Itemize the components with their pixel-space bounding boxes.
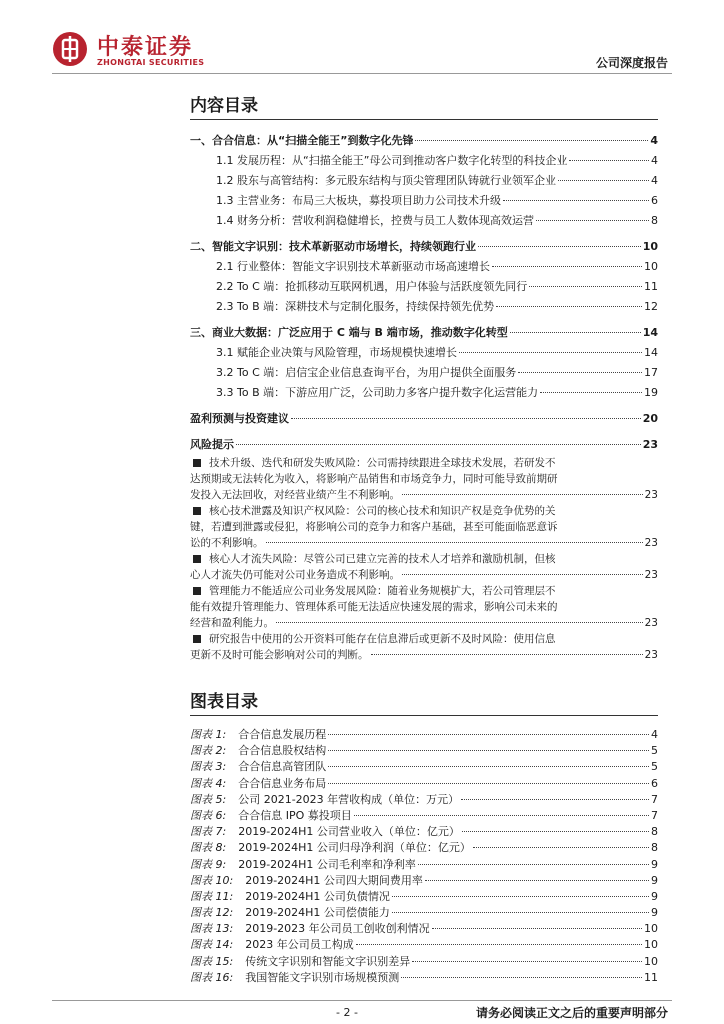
figure-link[interactable]: [190, 873, 658, 889]
toc-leader-dots: [425, 880, 649, 881]
figure-link[interactable]: [190, 921, 658, 937]
toc-page-number: 9: [651, 906, 658, 920]
risk-text: 能有效提升管理能力、管理体系可能无法适应快速发展的需求，影响公司未来的: [190, 601, 558, 613]
risk-last-line: [190, 567, 658, 583]
risk-last-line: [190, 487, 658, 503]
figure-link[interactable]: [190, 759, 658, 775]
toc-leader-dots: [536, 220, 649, 221]
toc-section-link[interactable]: [190, 297, 658, 317]
toc-page-number: 10: [642, 240, 658, 253]
toc-entry-text: 3.3 To B 端：下游应用广泛，公司助力多客户提升数字化运营能力: [216, 386, 539, 399]
figure-label: 图表 1:: [190, 728, 227, 741]
logo-text: 中泰证券: [97, 35, 194, 60]
figure-label: 图表 15:: [190, 954, 234, 968]
toc-page-number: 4: [651, 728, 658, 741]
figures-title-rule: [190, 715, 658, 716]
toc-page-number: 14: [642, 326, 658, 339]
figure-link[interactable]: [190, 970, 658, 986]
figures-title: 图表目录: [190, 692, 258, 712]
risk-item[interactable]: [190, 551, 658, 583]
square-bullet-icon: [193, 459, 201, 467]
risk-text-line: [190, 455, 658, 471]
toc-entry-text: 一、合合信息：从“扫描全能王”到数字化先锋: [190, 134, 414, 147]
disclaimer-note: 请务必阅读正文之后的重要声明部分: [475, 1006, 668, 1020]
risk-item[interactable]: [190, 583, 658, 631]
figure-link[interactable]: [190, 808, 658, 824]
figure-link[interactable]: [190, 905, 658, 921]
figure-label: 图表 16:: [190, 970, 234, 984]
toc-leader-dots: [236, 444, 641, 445]
toc-leader-dots: [328, 766, 649, 767]
toc-leader-dots: [328, 750, 649, 751]
figure-title: 传统文字识别和智能文字识别差异: [245, 954, 411, 968]
toc-leader-dots: [371, 654, 643, 655]
toc-section-link[interactable]: [190, 191, 658, 211]
risk-text-line: [190, 551, 658, 567]
page-header: [0, 0, 724, 80]
risk-text: 讼的不利影响。: [190, 537, 264, 549]
figure-link[interactable]: [190, 954, 658, 970]
toc-chapter-link[interactable]: [190, 409, 658, 429]
toc-leader-dots: [392, 912, 649, 913]
risk-item[interactable]: [190, 631, 658, 663]
toc-leader-dots: [510, 332, 641, 333]
toc-leader-dots: [459, 352, 642, 353]
toc-page-number: 7: [651, 808, 658, 822]
toc-leader-dots: [432, 928, 642, 929]
figure-label: 图表 6:: [190, 808, 227, 822]
risk-last-line: [190, 647, 658, 663]
toc-chapter-link[interactable]: [190, 323, 658, 343]
toc-page-number: 10: [644, 260, 658, 273]
risk-text: 核心人才流失风险：尽管公司已建立完善的技术人才培养和激励机制，但核: [209, 553, 556, 565]
toc-leader-dots: [503, 200, 649, 201]
risk-item[interactable]: [190, 503, 658, 551]
risk-text: 经营和盈利能力。: [190, 617, 274, 629]
toc-title-rule: [190, 119, 658, 120]
toc-entry-text: 1.1 发展历程：从“扫描全能王”母公司到推动客户数字化转型的科技企业: [216, 154, 568, 167]
figure-link[interactable]: [190, 937, 658, 953]
figure-link[interactable]: [190, 792, 658, 808]
toc-chapter-link[interactable]: [190, 435, 658, 455]
toc-page-number: 5: [651, 760, 658, 774]
toc-page-number: 11: [644, 970, 658, 984]
footer-divider: [52, 1000, 672, 1001]
toc-leader-dots: [518, 372, 642, 373]
risk-text: 核心技术泄露及知识产权风险：公司的核心技术和知识产权是竞争优势的关: [209, 505, 556, 517]
toc-section-link[interactable]: [190, 277, 658, 297]
figure-label: 图表 8:: [190, 841, 227, 855]
toc-page-number: 6: [651, 194, 658, 207]
toc-leader-dots: [328, 734, 649, 735]
square-bullet-icon: [193, 555, 201, 563]
figure-label: 图表 11:: [190, 889, 234, 903]
figure-title: 公司 2021-2023 年营收构成（单位：万元）: [238, 792, 460, 806]
toc-leader-dots: [558, 180, 649, 181]
figure-link[interactable]: [190, 857, 658, 873]
toc-leader-dots: [462, 831, 649, 832]
figure-title: 2019-2024H1 公司归母净利润（单位：亿元）: [238, 841, 471, 855]
toc-page-number: 23: [644, 537, 658, 549]
toc-leader-dots: [540, 392, 642, 393]
figure-label: 图表 4:: [190, 776, 227, 790]
figure-title: 2019-2024H1 公司毛利率和净利率: [238, 857, 416, 871]
toc-leader-dots: [418, 864, 649, 865]
toc-entry-text: 2.1 行业整体：智能文字识别技术革新驱动市场高速增长: [216, 260, 490, 273]
toc-entry-text: 风险提示: [190, 438, 234, 451]
toc-section-link[interactable]: [190, 363, 658, 383]
figure-link[interactable]: [190, 743, 658, 759]
toc-leader-dots: [529, 286, 642, 287]
toc-leader-dots: [492, 266, 642, 267]
risk-text-line: [190, 503, 658, 519]
toc-page-number: 4: [651, 154, 658, 167]
toc-entry-text: 1.2 股东与高管结构：多元股东结构与顶尖管理团队铸就行业领军企业: [216, 174, 556, 187]
risk-text-line: [190, 471, 658, 487]
toc-page-number: 5: [651, 744, 658, 758]
risk-text: 研究报告中使用的公开资料可能存在信息滞后或更新不及时风险：使用信息: [209, 633, 556, 645]
toc-leader-dots: [461, 799, 649, 800]
toc-leader-dots: [276, 622, 643, 623]
toc-entry-text: 3.2 To C 端：启信宝企业信息查询平台，为用户提供全面服务: [216, 366, 517, 379]
figure-title: 合合信息发展历程: [238, 728, 327, 741]
risk-list: [190, 455, 658, 663]
figures-list: [190, 727, 658, 986]
toc-section-link[interactable]: [190, 257, 658, 277]
square-bullet-icon: [193, 635, 201, 643]
toc-page-number: 10: [644, 922, 658, 936]
figure-link[interactable]: [190, 776, 658, 792]
toc-entry-text: 三、商业大数据：广泛应用于 C 端与 B 端市场，推动数字化转型: [190, 326, 508, 339]
risk-text: 心人才流失仍可能对公司业务造成不利影响。: [190, 569, 400, 581]
risk-text: 达预期或无法转化为收入，将影响产品销售和市场竞争力，同时可能导致前期研: [190, 473, 558, 485]
toc-chapter-link[interactable]: [190, 237, 658, 257]
toc-page-number: 7: [651, 792, 658, 806]
toc-leader-dots: [354, 815, 649, 816]
toc-entry-text: 盈利预测与投资建议: [190, 412, 289, 425]
figure-title: 合合信息高管团队: [238, 760, 327, 774]
toc-page-number: 19: [644, 386, 658, 399]
toc-page-number: 6: [651, 776, 658, 790]
toc-leader-dots: [401, 977, 642, 978]
toc-section-link[interactable]: [190, 211, 658, 231]
toc-page-number: 23: [644, 649, 658, 661]
toc-section-link[interactable]: [190, 151, 658, 171]
page-number: - 2 -: [336, 1006, 358, 1019]
toc-leader-dots: [496, 306, 642, 307]
figure-title: 合合信息 IPO 募投项目: [238, 808, 352, 822]
toc-entry-text: 2.3 To B 端：深耕技术与定制化服务，持续保持领先优势: [216, 300, 495, 313]
toc-page-number: 8: [651, 214, 658, 227]
figure-title: 我国智能文字识别市场规模预测: [245, 970, 400, 984]
toc-leader-dots: [402, 494, 643, 495]
figure-title: 2019-2024H1 公司负债情况: [245, 889, 390, 903]
risk-text-line: [190, 631, 658, 647]
header-divider: [52, 73, 672, 74]
risk-text-line: [190, 599, 658, 615]
toc-section-link[interactable]: [190, 343, 658, 363]
risk-item[interactable]: [190, 455, 658, 503]
toc-leader-dots: [415, 140, 648, 141]
figure-label: 图表 14:: [190, 938, 234, 952]
toc-page-number: 23: [644, 617, 658, 629]
toc-entry-text: 二、智能文字识别：技术革新驱动市场增长，持续领跑行业: [190, 240, 476, 253]
figure-link[interactable]: [190, 824, 658, 840]
toc-chapter-link[interactable]: [190, 131, 658, 151]
risk-text: 更新不及时可能会影响对公司的判断。: [190, 649, 369, 661]
figure-label: 图表 9:: [190, 857, 227, 871]
zhongtai-logo-icon: [52, 31, 88, 67]
toc-page-number: 23: [644, 489, 658, 501]
toc-entry-text: 3.1 赋能企业决策与风险管理，市场规模快速增长: [216, 346, 457, 359]
toc-page-number: 10: [644, 938, 658, 952]
figure-link[interactable]: [190, 889, 658, 905]
toc-section-link[interactable]: [190, 383, 658, 403]
toc-leader-dots: [402, 574, 643, 575]
toc-entry-text: 1.4 财务分析：营收利润稳健增长，控费与员工人数体现高效运营: [216, 214, 534, 227]
toc-leader-dots: [356, 944, 642, 945]
figure-title: 2019-2024H1 公司营业收入（单位：亿元）: [238, 825, 460, 839]
main-content: [190, 93, 658, 986]
toc-title: 内容目录: [190, 96, 258, 116]
toc-page-number: 11: [644, 280, 658, 293]
toc-page-number: 12: [644, 300, 658, 313]
figure-title: 合合信息业务布局: [238, 776, 327, 790]
toc-page-number: 8: [651, 841, 658, 855]
figure-label: 图表 5:: [190, 792, 227, 806]
risk-text: 技术升级、迭代和研发失败风险：公司需持续跟进全球技术发展，若研发不: [209, 457, 556, 469]
risk-text-line: [190, 583, 658, 599]
risk-text-line: [190, 519, 658, 535]
toc-leader-dots: [392, 896, 649, 897]
toc-leader-dots: [266, 542, 643, 543]
figure-link[interactable]: [190, 727, 658, 743]
figure-title: 2019-2024H1 公司偿债能力: [245, 906, 390, 920]
report-type: 公司深度报告: [595, 56, 668, 70]
risk-text: 管理能力不能适应公司业务发展风险：随着业务规模扩大，若公司管理层不: [209, 585, 556, 597]
toc-leader-dots: [478, 246, 641, 247]
figure-label: 图表 3:: [190, 760, 227, 774]
figure-label: 图表 12:: [190, 906, 234, 920]
toc-entry-text: 2.2 To C 端：抢抓移动互联网机遇，用户体验与活跃度领先同行: [216, 280, 528, 293]
figure-title: 2019-2024H1 公司四大期间费用率: [245, 873, 423, 887]
toc-page-number: 9: [651, 873, 658, 887]
toc-leader-dots: [569, 160, 649, 161]
risk-text: 发投入无法回收，对经营业绩产生不利影响。: [190, 489, 400, 501]
figure-link[interactable]: [190, 840, 658, 856]
toc-list: [190, 131, 658, 455]
toc-leader-dots: [291, 418, 641, 419]
figure-title: 合合信息股权结构: [238, 744, 327, 758]
square-bullet-icon: [193, 507, 201, 515]
toc-section-link[interactable]: [190, 171, 658, 191]
figure-label: 图表 13:: [190, 922, 234, 936]
toc-page-number: 9: [651, 857, 658, 871]
figure-title: 2019-2023 年公司员工创收创利情况: [245, 922, 430, 936]
toc-page-number: 4: [651, 174, 658, 187]
toc-leader-dots: [412, 961, 642, 962]
risk-text: 键，若遭到泄露或侵犯，将影响公司的竞争力和客户基础，甚至可能面临恶意诉: [190, 521, 558, 533]
figure-title: 2023 年公司员工构成: [245, 938, 354, 952]
toc-page-number: 23: [642, 438, 658, 451]
toc-entry-text: 1.3 主营业务：布局三大板块，募投项目助力公司技术升级: [216, 194, 501, 207]
logo-subtitle: ZHONGTAI SECURITIES: [97, 58, 205, 67]
toc-leader-dots: [328, 783, 649, 784]
figure-label: 图表 2:: [190, 744, 227, 758]
toc-page-number: 14: [644, 346, 658, 359]
toc-page-number: 23: [644, 569, 658, 581]
toc-page-number: 9: [651, 889, 658, 903]
toc-page-number: 4: [650, 134, 658, 147]
toc-page-number: 17: [644, 366, 658, 379]
risk-last-line: [190, 535, 658, 551]
toc-leader-dots: [473, 847, 649, 848]
risk-last-line: [190, 615, 658, 631]
toc-page-number: 8: [651, 825, 658, 839]
figure-label: 图表 7:: [190, 825, 227, 839]
toc-page-number: 20: [642, 412, 658, 425]
square-bullet-icon: [193, 587, 201, 595]
figure-label: 图表 10:: [190, 873, 234, 887]
toc-page-number: 10: [644, 954, 658, 968]
